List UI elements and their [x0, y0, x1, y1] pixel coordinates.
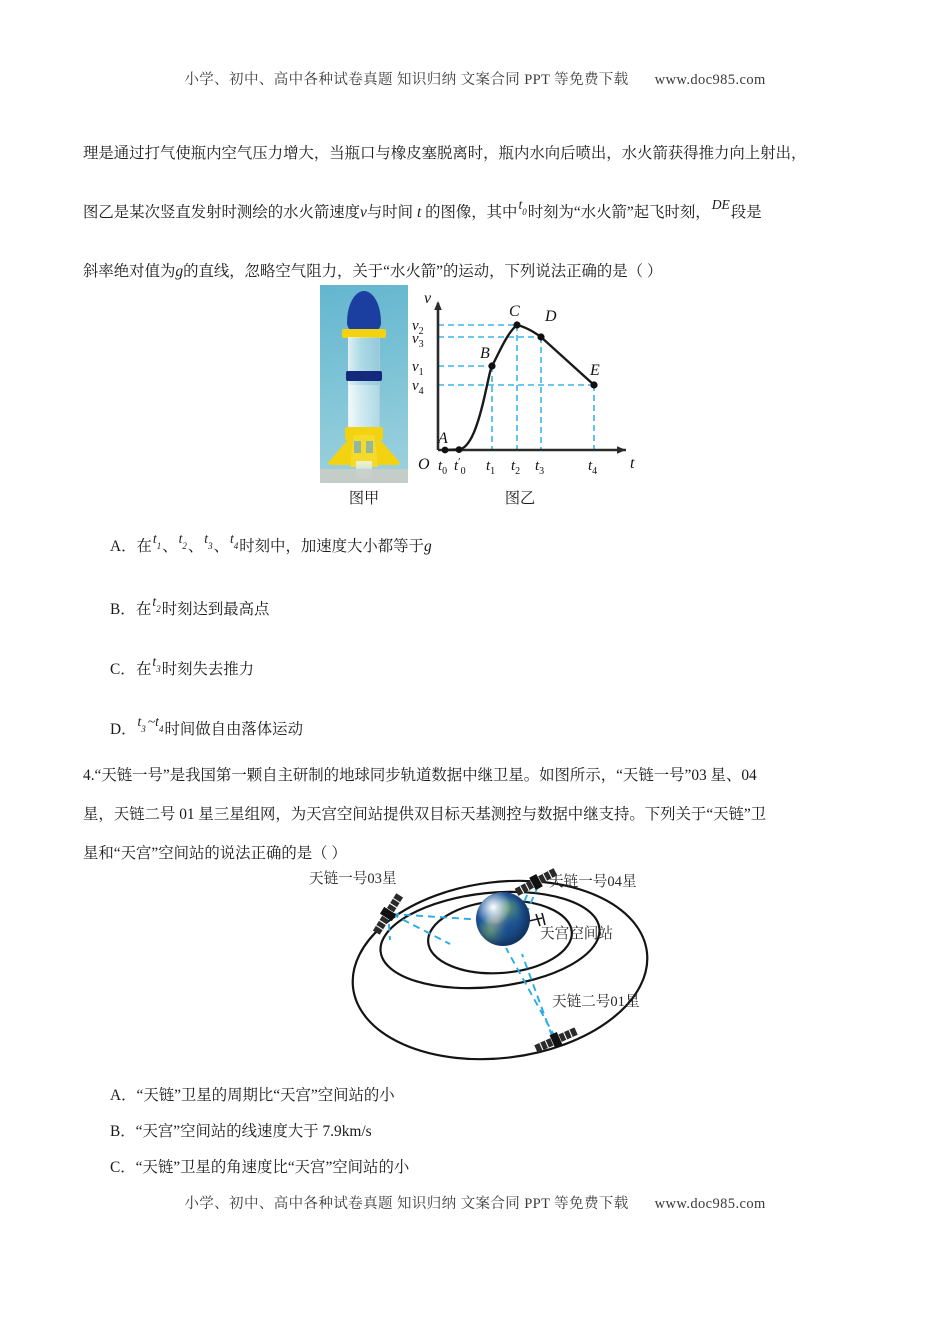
graph-guide-lines	[438, 325, 594, 450]
q3-option-D-label: D．	[110, 721, 137, 738]
q3-p2-seg-b: 与时间	[366, 204, 414, 221]
q3-p3-seg-a: 斜率绝对值为	[83, 263, 176, 280]
satellite-orbit-diagram	[300, 862, 700, 1067]
q3-option-C-t3: $t_3$	[152, 654, 161, 674]
point-E	[590, 381, 597, 388]
label-E: E	[590, 362, 600, 379]
label-C: C	[509, 303, 520, 320]
x-axis-label: t	[630, 455, 635, 472]
x-axis-arrow	[617, 446, 626, 454]
origin-label: O	[418, 456, 430, 473]
satellite-tianlian2-01	[533, 1025, 579, 1056]
footer-watermark	[0, 1192, 950, 1213]
point-B	[488, 362, 495, 369]
point-C	[513, 321, 520, 328]
q3-option-A-t1: $t_1$	[152, 531, 162, 551]
rocket-nose-cone	[347, 291, 381, 331]
q3-option-B-post: 时刻达到最高点	[161, 601, 270, 618]
q3-option-B[interactable]	[110, 594, 270, 627]
xtick-t2: $t_2$	[511, 458, 521, 477]
y-axis-arrow	[434, 301, 442, 310]
q3-p3-var-g: g	[175, 263, 184, 280]
label-A: A	[438, 430, 448, 447]
communication-links	[388, 884, 555, 1037]
q3-figure-row	[0, 285, 950, 525]
graph-data-points	[442, 321, 598, 453]
earth-globe	[476, 892, 530, 946]
q3-option-A-t3: $t_3$	[204, 531, 213, 551]
q3-p2-seg-d: 时刻为“水火箭”起飞时刻，	[527, 204, 711, 221]
xtick-t0-prime: $t'_0$	[454, 456, 466, 477]
q3-p2-var-t: t	[416, 204, 422, 221]
q4-paragraph-2: 星，天链二号 01 星三星组网，为天宫空间站提供双目标天基测控与数据中继支持。下列关于“天链”卫	[83, 806, 767, 823]
point-D	[537, 333, 544, 340]
q3-option-C-post: 时刻失去推力	[161, 661, 255, 678]
q3-option-A-pre: 在	[136, 538, 152, 555]
water-rocket-photo	[320, 285, 408, 483]
q3-paragraph-1-text: 理是通过打气使瓶内空气压力增大，当瓶口与橡皮塞脱离时，瓶内水向后喷出，水火箭获得推力向上射出，	[83, 145, 807, 162]
figure-yi-caption: 图乙	[504, 490, 536, 507]
point-A	[442, 447, 449, 454]
ytick-v1: $v_1$	[412, 359, 424, 378]
header-watermark-url: www.doc985.com	[654, 72, 766, 88]
header-watermark	[0, 68, 950, 89]
q3-p2-var-DE: DE	[711, 197, 730, 212]
q3-option-D-t4: $\sim t_4$	[147, 714, 164, 734]
q4-option-B[interactable]: B．“天宫”空间站的线速度大于 7.9km/s	[110, 1123, 372, 1140]
q3-p2-var-v: v	[360, 204, 367, 221]
ytick-v3: $v_3$	[412, 331, 424, 350]
q3-option-D-t3: $t_3$	[137, 714, 146, 734]
q3-option-A-t4: $t_4$	[229, 531, 239, 551]
photo-ground	[320, 469, 408, 483]
q3-paragraph-2	[83, 192, 873, 239]
q3-option-B-t2: $t_2$	[152, 594, 161, 614]
q3-option-A[interactable]: A．在$t_1$、$t_2$、$t_3$、$t_4$时刻中，加速度大小都等于g	[110, 535, 432, 564]
q3-option-A-post: 时刻中，加速度大小都等于	[239, 538, 424, 555]
q3-p2-var-t0: $t_0$	[518, 197, 527, 217]
q3-option-C-pre: 在	[136, 661, 152, 678]
q3-p2-seg-c: 的图像，其中	[425, 204, 518, 221]
q3-option-B-pre: 在	[136, 601, 152, 618]
label-tianlian2-01: 天链二号01星	[552, 994, 640, 1010]
q4-option-C[interactable]: C．“天链”卫星的角速度比“天宫”空间站的小	[110, 1159, 410, 1176]
velocity-time-graph	[404, 287, 644, 483]
rocket-lower-bottle	[349, 385, 379, 427]
q3-p2-seg-e: 段是	[730, 204, 762, 221]
q3-option-A-t2: $t_2$	[178, 531, 187, 551]
footer-watermark-url: www.doc985.com	[654, 1196, 766, 1212]
q4-option-A[interactable]: A．“天链”卫星的周期比“天宫”空间站的小	[110, 1087, 395, 1104]
q4-paragraph-3: 星和“天宫”空间站的说法正确的是（ ）	[83, 845, 347, 862]
point-t0-prime	[456, 446, 463, 453]
q3-option-A-tail: g	[423, 538, 432, 555]
label-tianlian-04: 天链一号04星	[549, 874, 637, 890]
q3-option-C-label: C．	[110, 661, 136, 678]
q3-option-A-label: A．	[110, 538, 137, 555]
xtick-t0: $t_0$	[438, 458, 448, 477]
rocket-window-left	[354, 441, 361, 453]
ytick-v2: $v_2$	[412, 318, 424, 337]
rocket-blue-band	[346, 371, 382, 381]
label-tianlian-03: 天链一号03星	[309, 871, 397, 887]
label-D: D	[545, 308, 557, 325]
rocket-window-right	[366, 441, 373, 453]
xtick-t4: $t_4$	[588, 458, 598, 477]
q3-paragraph-1	[83, 133, 873, 174]
q4-paragraph-1: 4.“天链一号”是我国第一颗自主研制的地球同步轨道数据中继卫星。如图所示，“天链一号”03 星、04	[83, 767, 757, 784]
q3-p3-seg-b: 的直线，忽略空气阻力，关于“水火箭”的运动，下列说法正确的是（ ）	[183, 263, 663, 280]
q3-p2-seg-a: 图乙是某次竖直发射时测绘的水火箭速度	[83, 204, 361, 221]
ytick-v4: $v_4$	[412, 378, 424, 397]
label-B: B	[480, 345, 490, 362]
figure-jia-caption: 图甲	[348, 490, 380, 507]
header-watermark-text: 小学、初中、高中各种试卷真题 知识归纳 文案合同 PPT 等免费下载	[184, 72, 629, 88]
q3-option-B-label: B．	[110, 601, 136, 618]
label-tiangong: 天宫空间站	[540, 926, 613, 942]
xtick-t1: $t_1$	[486, 458, 496, 477]
footer-watermark-text: 小学、初中、高中各种试卷真题 知识归纳 文案合同 PPT 等免费下载	[184, 1196, 629, 1212]
q3-option-D[interactable]	[110, 714, 303, 747]
q3-option-D-post: 时间做自由落体运动	[164, 721, 303, 738]
y-axis-label: v	[424, 290, 432, 307]
xtick-t3: $t_3$	[535, 458, 545, 477]
velocity-curve	[445, 325, 594, 450]
q3-option-C[interactable]	[110, 654, 255, 687]
